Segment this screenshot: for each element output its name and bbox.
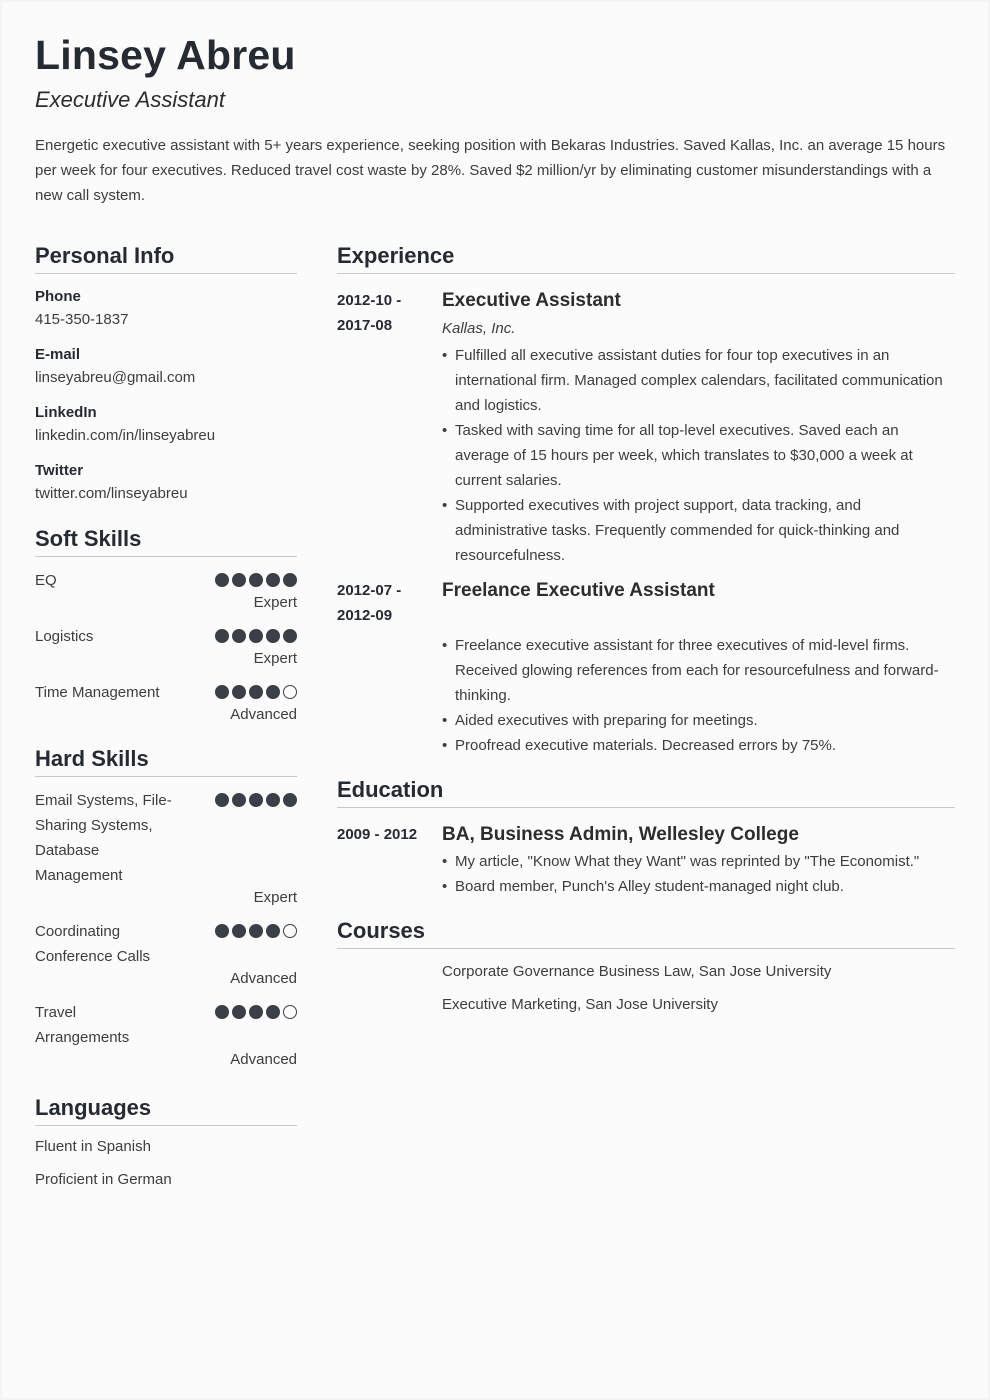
skill-rating-dots: [215, 685, 297, 699]
entry-bullets: [442, 633, 955, 758]
summary-paragraph: Energetic executive assistant with 5+ years experience, seeking position with Bekaras Industries. Saved Kallas, Inc. an average 15 hours per week for four executives. Reduced travel cost waste by 28%. Saved $2 million/yr by eliminating customer misunderstandings with a new call system.: [35, 137, 946, 204]
email-value: linseyabreu@gmail.com: [35, 369, 196, 386]
course-item: Executive Marketing, San Jose University: [442, 996, 718, 1013]
filled-dot-icon: [249, 793, 263, 807]
candidate-title: Executive Assistant: [35, 87, 225, 112]
filled-dot-icon: [249, 685, 263, 699]
phone-label: Phone: [35, 288, 81, 305]
filled-dot-icon: [232, 685, 246, 699]
linkedin-value: linkedin.com/in/linseyabreu: [35, 427, 216, 444]
courses-list: [337, 959, 955, 1017]
skill-level: Advanced: [230, 970, 297, 987]
entry-company: [442, 606, 955, 631]
bullet-item: • Freelance executive assistant for three executives of mid-level firms. Received glowing references from each for resourcefulness and forward-thinking.: [442, 633, 955, 708]
bullet-item: • My article, "Know What they Want" was reprinted by "The Economist.": [442, 849, 955, 874]
language-item: Fluent in Spanish: [35, 1138, 151, 1155]
filled-dot-icon: [215, 629, 229, 643]
filled-dot-icon: [232, 573, 246, 587]
languages-list: [35, 1134, 297, 1192]
languages-heading: Languages: [35, 1094, 297, 1126]
skill-level: Advanced: [230, 706, 297, 723]
entry-title: BA, Business Admin, Wellesley College: [442, 824, 799, 845]
language-item: Proficient in German: [35, 1171, 172, 1188]
filled-dot-icon: [283, 629, 297, 643]
filled-dot-icon: [232, 629, 246, 643]
skill-name: Logistics: [35, 628, 94, 645]
linkedin-label: LinkedIn: [35, 404, 97, 421]
skill-name: Travel Arrangements: [35, 1004, 130, 1046]
skill-level: Expert: [253, 889, 297, 906]
education-entry: [337, 822, 955, 899]
skill-name: Coordinating Conference Calls: [35, 923, 151, 965]
skill-level: Advanced: [230, 1051, 297, 1068]
entry-company: Kallas, Inc.: [442, 320, 516, 337]
entry-title: Executive Assistant: [442, 290, 621, 311]
entry-title: Freelance Executive Assistant: [442, 580, 715, 601]
skill-item: [35, 919, 297, 989]
hard-skills-heading: Hard Skills: [35, 745, 297, 777]
personal-info-list: [35, 287, 297, 506]
filled-dot-icon: [266, 924, 280, 938]
empty-dot-icon: [283, 685, 297, 699]
filled-dot-icon: [215, 924, 229, 938]
phone-value: 415-350-1837: [35, 311, 129, 328]
filled-dot-icon: [215, 1005, 229, 1019]
filled-dot-icon: [215, 685, 229, 699]
filled-dot-icon: [249, 629, 263, 643]
filled-dot-icon: [266, 573, 280, 587]
skill-item: [35, 568, 297, 613]
filled-dot-icon: [249, 1005, 263, 1019]
twitter-value: twitter.com/linseyabreu: [35, 485, 188, 502]
skill-item: [35, 788, 297, 908]
skill-rating-dots: [215, 573, 297, 587]
entry-date: 2012-10 - 2017-08: [337, 292, 402, 334]
skill-name: Time Management: [35, 684, 160, 701]
personal-info-heading: Personal Info: [35, 242, 297, 274]
filled-dot-icon: [266, 629, 280, 643]
bullet-item: • Board member, Punch's Alley student-managed night club.: [442, 874, 955, 899]
entry-bullets: [442, 343, 955, 568]
filled-dot-icon: [249, 924, 263, 938]
twitter-label: Twitter: [35, 462, 84, 479]
skill-rating-dots: [215, 924, 297, 938]
courses-heading: Courses: [337, 917, 955, 949]
bullet-item: • Supported executives with project support, data tracking, and administrative tasks. Frequently commended for quick-thinking and resourcefulness.: [442, 493, 955, 568]
resume-page: [2, 2, 988, 1398]
empty-dot-icon: [283, 924, 297, 938]
filled-dot-icon: [232, 1005, 246, 1019]
course-item: Corporate Governance Business Law, San Jose University: [442, 963, 832, 980]
bullet-item: • Proofread executive materials. Decreased errors by 75%.: [442, 733, 955, 758]
soft-skills-heading: Soft Skills: [35, 525, 297, 557]
candidate-name: Linsey Abreu: [35, 32, 296, 78]
hard-skills-list: [35, 788, 297, 1070]
bullet-item: • Fulfilled all executive assistant duties for four top executives in an international firm. Managed complex calendars, facilitated communication and logistics.: [442, 343, 955, 418]
skill-item: [35, 1000, 297, 1070]
skill-item: [35, 680, 297, 725]
skill-name: EQ: [35, 572, 57, 589]
filled-dot-icon: [215, 793, 229, 807]
skill-rating-dots: [215, 1005, 297, 1019]
experience-heading: Experience: [337, 242, 955, 274]
filled-dot-icon: [266, 793, 280, 807]
filled-dot-icon: [283, 573, 297, 587]
filled-dot-icon: [215, 573, 229, 587]
filled-dot-icon: [266, 1005, 280, 1019]
skill-level: Expert: [253, 650, 297, 667]
education-heading: Education: [337, 776, 955, 808]
entry-date: 2009 - 2012: [337, 826, 418, 843]
filled-dot-icon: [232, 924, 246, 938]
soft-skills-list: [35, 568, 297, 725]
bullet-item: • Aided executives with preparing for meetings.: [442, 708, 955, 733]
skill-rating-dots: [215, 629, 297, 643]
bullet-item: • Tasked with saving time for all top-level executives. Saved each an average of 15 hours per week, which translates to $30,000 a week at current salaries.: [442, 418, 955, 493]
filled-dot-icon: [266, 685, 280, 699]
experience-entry: [337, 288, 955, 568]
entry-date: 2012-07 - 2012-09: [337, 582, 402, 624]
right-column: [337, 242, 955, 1017]
skill-level: Expert: [253, 594, 297, 611]
filled-dot-icon: [232, 793, 246, 807]
empty-dot-icon: [283, 1005, 297, 1019]
skill-rating-dots: [215, 793, 297, 807]
email-label: E-mail: [35, 346, 81, 363]
skill-item: [35, 624, 297, 669]
filled-dot-icon: [249, 573, 263, 587]
filled-dot-icon: [283, 793, 297, 807]
skill-name: Email Systems, File-Sharing Systems, Database Management: [35, 792, 172, 884]
experience-entry: [337, 578, 955, 758]
left-column: [35, 242, 297, 1192]
entry-bullets: [442, 849, 955, 899]
